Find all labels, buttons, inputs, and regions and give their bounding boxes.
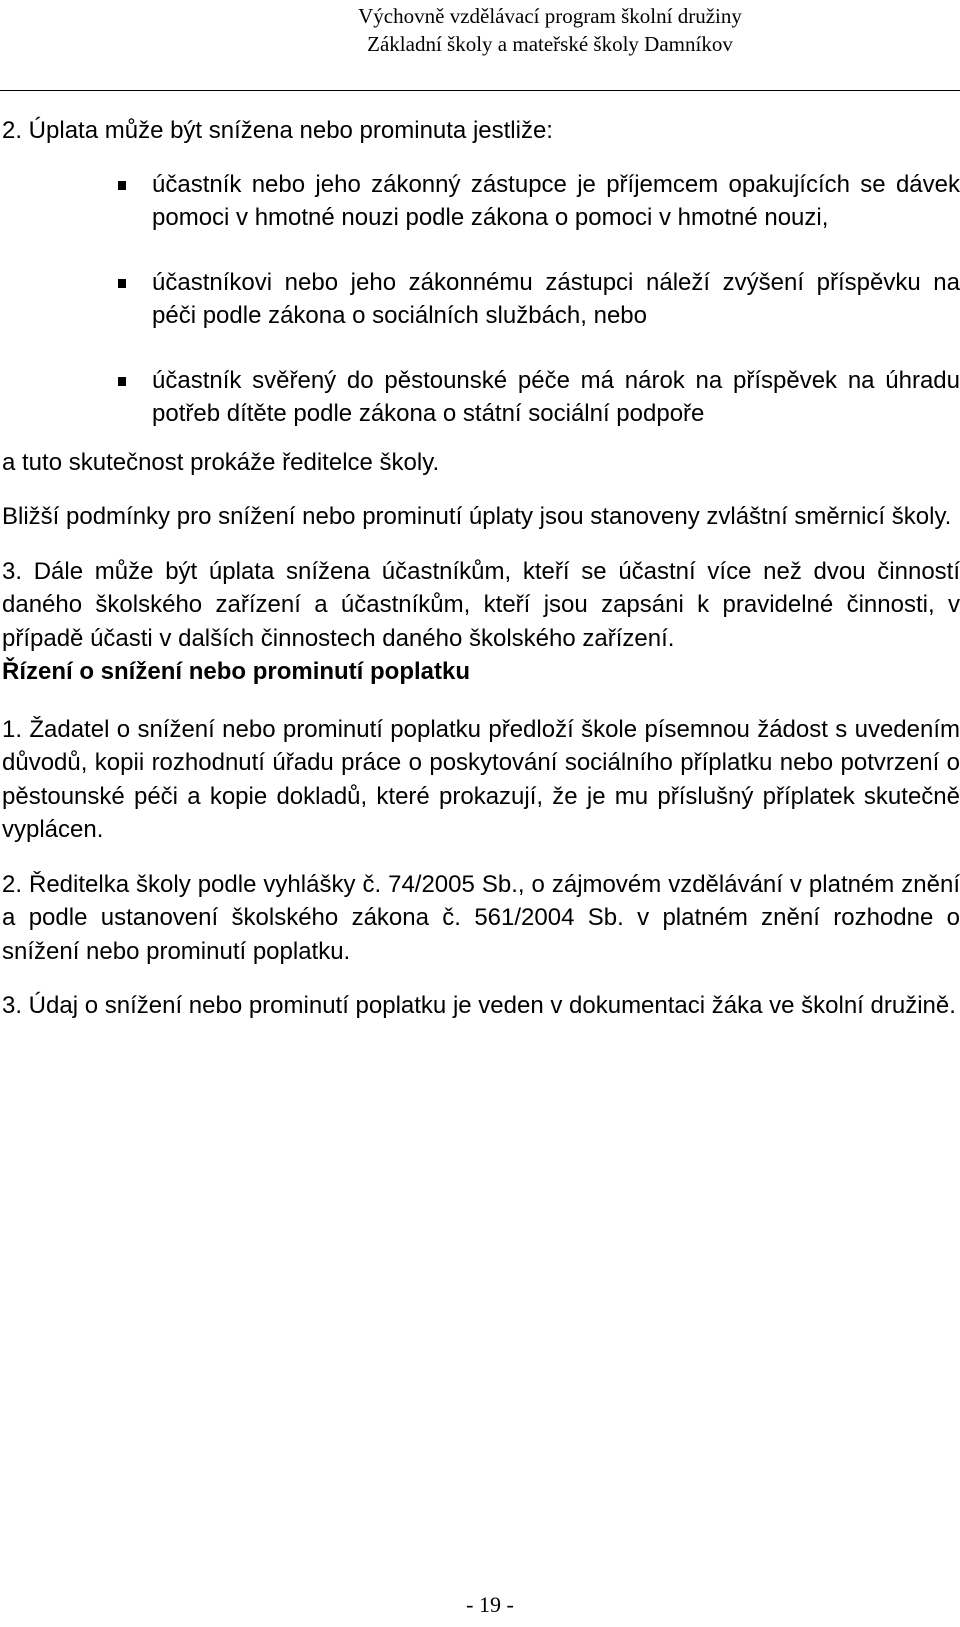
list-item [2,168,960,235]
square-bullet-icon [118,377,126,386]
list-item [2,266,960,333]
square-bullet-icon [118,181,126,190]
procedure-item-1: 1. Žadatel o snížení nebo prominutí poplatku předloží škole písemnou žádost s uvedením důvodů, kopii rozhodnutí úřadu práce o poskytování sociálního příplatku nebo potvrzení o pěstounské péči a kopie dokladů, které prokazují, že je mu příslušný příplatek skutečně vyplácen. [2,715,960,843]
page-header [0,2,960,58]
section2-intro: 2. Úplata může být snížena nebo prominuta jestliže: [2,117,553,144]
page-footer [0,1592,960,1618]
header-program-title: Výchovně vzdělávací program školní družiny [358,4,742,28]
procedure-item-2: 2. Ředitelka školy podle vyhlášky č. 74/2005 Sb., o zájmovém vzdělávání v platném znění a podle ustanovení školského zákona č. 561/2004 Sb. v platném znění rozhodne o snížení nebo prominutí poplatku. [2,870,960,965]
conditions-list [2,168,960,431]
section2-details: Bližší podmínky pro snížení nebo prominutí úplaty jsou stanoveny zvláštní směrnicí školy. [2,503,952,530]
procedure-heading: Řízení o snížení nebo prominutí poplatku [2,658,470,685]
square-bullet-icon [118,279,126,288]
list-item-text: účastník nebo jeho zákonný zástupce je příjemcem opakujících se dávek pomoci v hmotné nouzi podle zákona o pomoci v hmotné nouzi, [152,170,960,231]
page-number: - 19 - [466,1592,514,1617]
header-school-name: Základní školy a mateřské školy Damníkov [367,32,733,56]
list-item-text: účastník svěřený do pěstounské péče má nárok na příspěvek na úhradu potřeb dítěte podle zákona o státní sociální podpoře [152,366,960,427]
header-divider [0,90,960,91]
document-body [2,114,960,1023]
list-item-text: účastníkovi nebo jeho zákonnému zástupci náleží zvýšení příspěvku na péči podle zákona o sociálních službách, nebo [152,268,960,329]
section2-conclusion: a tuto skutečnost prokáže ředitelce školy. [2,448,440,476]
section3-text: 3. Dále může být úplata snížena účastníkům, kteří se účastní více než dvou činností daného školského zařízení a účastníkům, kteří jsou zapsáni k pravidelné činnosti, v případě účasti v dalších činnostech daného školského zařízení. [2,557,960,652]
procedure-item-3: 3. Údaj o snížení nebo prominutí poplatku je veden v dokumentaci žáka ve školní družině. [2,992,956,1019]
list-item [2,364,960,431]
